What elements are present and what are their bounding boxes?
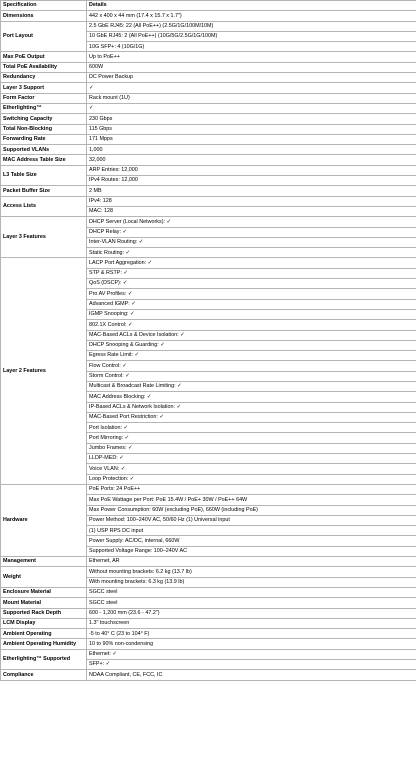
spec-value: 230 Gbps [87,114,416,124]
spec-value: 802.1X Control: ✓ [87,320,416,330]
spec-value: Ethernet: ✓ [87,649,416,659]
spec-label: LCM Display [1,618,87,628]
spec-value: SGCC steel [87,598,416,608]
spec-value: Inter-VLAN Routing: ✓ [87,237,416,247]
spec-value: QoS (DSCP): ✓ [87,279,416,289]
spec-label: Layer 3 Support [1,83,87,93]
spec-value: DHCP Server (Local Networks): ✓ [87,217,416,227]
table-row [1,608,416,618]
spec-value: Port Isolation: ✓ [87,423,416,433]
spec-value: 442 x 400 x 44 mm (17.4 x 15.7 x 1.7") [87,11,416,21]
spec-value: 171 Mpps [87,134,416,144]
table-row [1,217,416,227]
table-row [1,587,416,597]
spec-value: Without mounting brackets: 6.2 kg (13.7 lb) [87,567,416,577]
spec-label: Ambient Operating [1,629,87,639]
spec-value: Flow Control: ✓ [87,361,416,371]
spec-label: L3 Table Size [1,165,87,186]
spec-value: Power Supply: AC/DC, internal, 660W [87,536,416,546]
spec-label: Total PoE Availability [1,62,87,72]
spec-value: IPv4: 128 [87,196,416,206]
spec-body [1,11,416,680]
spec-label: Supported VLANs [1,145,87,155]
spec-value: Egress Rate Limit: ✓ [87,351,416,361]
spec-value: 115 Gbps [87,124,416,134]
spec-value: Supported Voltage Range: 100–240V AC [87,546,416,556]
table-row [1,124,416,134]
table-row [1,155,416,165]
spec-label: Forwarding Rate [1,134,87,144]
spec-value: ✓ [87,103,416,113]
spec-value: Pro AV Profiles: ✓ [87,289,416,299]
spec-value: PoE Ports: 24 PoE++ [87,484,416,494]
spec-label: Layer 2 Features [1,258,87,485]
table-row [1,670,416,680]
spec-value: SFP+: ✓ [87,660,416,670]
spec-value: 2.5 GbE RJ45: 22 (All PoE++) (2.5G/1G/100M/10M) [87,21,416,31]
table-row [1,258,416,268]
spec-value: 1,000 [87,145,416,155]
spec-label: Enclosure Material [1,587,87,597]
spec-value: Multicast & Broadcast Rate Limiting: ✓ [87,381,416,391]
spec-label: Port Layout [1,21,87,52]
table-row [1,103,416,113]
spec-value: 2 MB [87,186,416,196]
table-row [1,114,416,124]
table-row [1,598,416,608]
spec-value: LACP Port Aggregation: ✓ [87,258,416,268]
spec-value: DC Power Backup [87,73,416,83]
spec-value: MAC: 128 [87,206,416,216]
spec-label: Etherlighting™ Supported [1,649,87,670]
spec-value: DHCP Relay: ✓ [87,227,416,237]
spec-label: Dimensions [1,11,87,21]
spec-value: 600 - 1,200 mm (23.6 - 47.2") [87,608,416,618]
spec-value: ARP Entries: 12,000 [87,165,416,175]
spec-value: MAC Address Blocking: ✓ [87,392,416,402]
table-row [1,557,416,567]
spec-label: Weight [1,567,87,588]
table-row [1,639,416,649]
spec-label: Packet Buffer Size [1,186,87,196]
spec-label: Mount Material [1,598,87,608]
spec-label: Max PoE Output [1,52,87,62]
spec-value: 10 to 90% non-condensing [87,639,416,649]
spec-label: Redundancy [1,73,87,83]
spec-label: Ambient Operating Humidity [1,639,87,649]
spec-value: (1) USP RPS DC input [87,526,416,536]
header-specification: Specification [1,1,87,11]
table-row [1,21,416,31]
spec-value: Power Method: 100–240V AC, 50/60 Hz (1) Universal input [87,515,416,525]
spec-value: Loop Protection: ✓ [87,474,416,484]
spec-value: MAC-Based ACLs & Device Isolation: ✓ [87,330,416,340]
spec-label: Compliance [1,670,87,680]
spec-label: Supported Rack Depth [1,608,87,618]
spec-label: Form Factor [1,93,87,103]
spec-value: ✓ [87,83,416,93]
spec-label: Management [1,557,87,567]
spec-value: Max PoE Wattage per Port: PoE 15.4W / PoE+ 30W / PoE++ 64W [87,495,416,505]
spec-value: MAC-Based Port Restriction: ✓ [87,412,416,422]
spec-label: Switching Capacity [1,114,87,124]
spec-label: Total Non-Blocking [1,124,87,134]
spec-value: Up to PoE++ [87,52,416,62]
spec-value: LLDP-MED: ✓ [87,454,416,464]
spec-value: With mounting brackets: 6.3 kg (13.9 lb) [87,577,416,587]
table-row [1,629,416,639]
spec-value: -5 to 40° C (23 to 104° F) [87,629,416,639]
table-row [1,618,416,628]
spec-value: Max Power Consumption: 60W (excluding PoE), 660W (including PoE) [87,505,416,515]
spec-value: Ethernet, AR [87,557,416,567]
spec-label: MAC Address Table Size [1,155,87,165]
table-row [1,62,416,72]
table-row [1,484,416,494]
spec-value: Static Routing: ✓ [87,248,416,258]
spec-value: Rack mount (1U) [87,93,416,103]
spec-value: Advanced IGMP: ✓ [87,299,416,309]
spec-value: SGCC steel [87,587,416,597]
spec-value: 1.3" touchscreen [87,618,416,628]
spec-value: STP & RSTP: ✓ [87,268,416,278]
spec-value: Jumbo Frames: ✓ [87,443,416,453]
header-details: Details [87,1,416,11]
spec-label: Layer 3 Features [1,217,87,258]
table-row [1,52,416,62]
spec-label: Etherlighting™ [1,103,87,113]
spec-value: Voice VLAN: ✓ [87,464,416,474]
table-row [1,649,416,659]
spec-label: Hardware [1,484,87,556]
spec-value: Storm Control: ✓ [87,371,416,381]
table-row [1,145,416,155]
table-row [1,134,416,144]
table-row [1,165,416,175]
table-row [1,11,416,21]
header-row [1,1,416,11]
spec-value: IP-Based ACLs & Network Isolation: ✓ [87,402,416,412]
table-row [1,73,416,83]
spec-value: DHCP Snooping & Guarding: ✓ [87,340,416,350]
spec-value: 10 GbE RJ45: 2 (All PoE++) (10G/5G/2.5G/1G/100M) [87,31,416,41]
table-row [1,567,416,577]
table-row [1,93,416,103]
spec-value: 600W [87,62,416,72]
spec-value: Port Mirroring: ✓ [87,433,416,443]
spec-value: NDAA Compliant, CE, FCC, IC [87,670,416,680]
table-row [1,83,416,93]
spec-value: IPv4 Routes: 12,000 [87,176,416,186]
spec-value: 32,000 [87,155,416,165]
table-row [1,186,416,196]
spec-label: Access Lists [1,196,87,217]
spec-value: 10G SFP+: 4 (10G/1G) [87,42,416,52]
table-row [1,196,416,206]
spec-value: IGMP Snooping: ✓ [87,309,416,319]
